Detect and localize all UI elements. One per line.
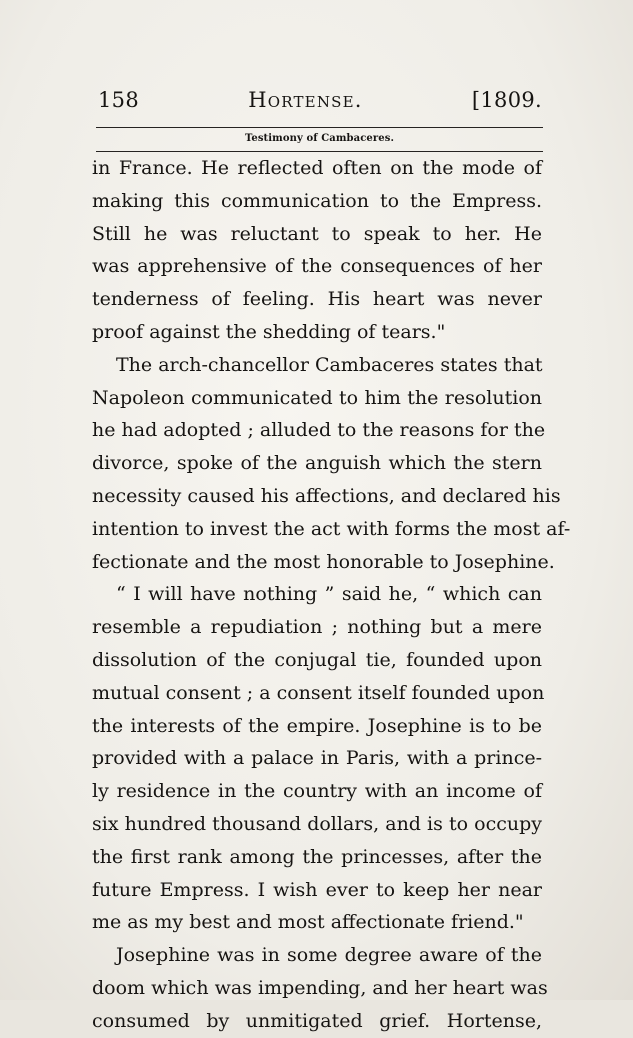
body-text [92,152,571,1038]
text-line: the first rank among the princesses, after the [92,845,542,868]
text-line: dissolution of the conjugal tie, founded upon [92,648,542,671]
text-line: provided with a palace in Paris, with a prince- [92,747,542,770]
text-line: making this communication to the Empress. [92,189,542,212]
text-line: the interests of the empire. Josephine is to be [92,714,542,737]
page-header [98,88,542,118]
text-line: Josephine was in some degree aware of the [116,944,542,967]
text-line: consumed by unmitigated grief. Hortense, [92,1009,542,1032]
text-line: intention to invest the act with forms the most af- [92,517,571,540]
text-line: divorce, spoke of the anguish which the stern [92,452,542,475]
text-line: future Empress. I wish ever to keep her near [92,878,542,901]
section-subheading: Testimony of Cambaceres. [244,133,395,144]
text-line: mutual consent ; a consent itself founded upon [92,681,545,704]
text-line: necessity caused his affections, and declared his [92,484,561,507]
text-line: in France. He reflected often on the mode of [92,157,542,179]
page-number: 158 [98,88,139,112]
text-line: Still he was reluctant to speak to her. He [92,222,542,245]
text-line: The arch-chancellor Cambaceres states that [116,353,543,376]
running-title: Hortense. [248,88,363,112]
text-line: tenderness of feeling. His heart was never [92,288,542,311]
text-line: was apprehensive of the consequences of her [92,255,542,278]
header-rule [96,127,543,128]
text-line: Napoleon communicated to him the resolution [92,386,542,409]
text-line: doom which was impending, and her heart was [92,976,548,999]
text-line: fectionate and the most honorable to Josephine. [92,550,555,573]
text-line: ly residence in the country with an income of [92,780,542,803]
text-line: he had adopted ; alluded to the reasons for the [92,419,546,442]
year-marker: [1809. [471,88,542,112]
text-line: six hundred thousand dollars, and is to occupy [92,812,542,835]
text-line: me as my best and most affectionate friend." [92,911,524,934]
text-line: resemble a repudiation ; nothing but a mere [92,616,542,639]
text-line: proof against the shedding of tears." [92,320,446,343]
text-line: “ I will have nothing ” said he, “ which can [116,583,542,606]
